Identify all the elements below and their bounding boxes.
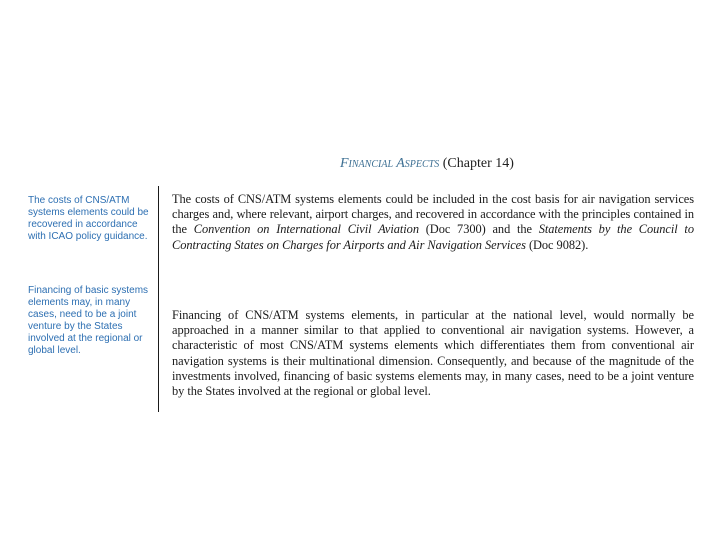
heading-title: Financial Aspects [340,156,440,171]
body-paragraph-financing [172,308,694,399]
sidebar-note-text: The costs of CNS/ATM systems elements could be recovered in accordance with ICAO policy guidance. [28,195,149,242]
para-text: (Doc 7300) and the [418,222,539,237]
statements-title: Statements by the Council to Contracting States on Charges for Airports and Air Navigation Services [172,222,694,252]
vertical-divider [158,186,159,412]
sidebar-note-costs [28,195,152,243]
convention-title: Convention on International Civil Aviation [193,222,419,237]
heading-chapter: (Chapter 14) [439,156,514,171]
sidebar-note-text: Financing of basic systems elements may, in many cases, need to be a joint venture by the States involved at the regional or global level. [28,285,149,356]
para-text: Financing of CNS/ATM systems elements, in particular at the national level, would normally be approached in a manner similar to that applied to conventional air navigation systems. However, a characteristic of most CNS/ATM systems elements which differentiates them from conventional air navigation systems is their multinational dimension. Consequently, and because of the magnitude of the investments involved, financing of basic systems elements may, in many cases, need to be a joint venture by the States involved at the regional or global level. [172,308,694,399]
section-heading [340,156,514,172]
sidebar-note-financing [28,285,152,357]
para-text: The costs of CNS/ATM systems elements could be included in the cost basis for air navigation services charges and, where relevant, airport charges, and recovered in accordance with the principles contained in the [172,192,694,237]
body-paragraph-costs [172,192,694,253]
para-text: (Doc 9082). [525,237,589,252]
